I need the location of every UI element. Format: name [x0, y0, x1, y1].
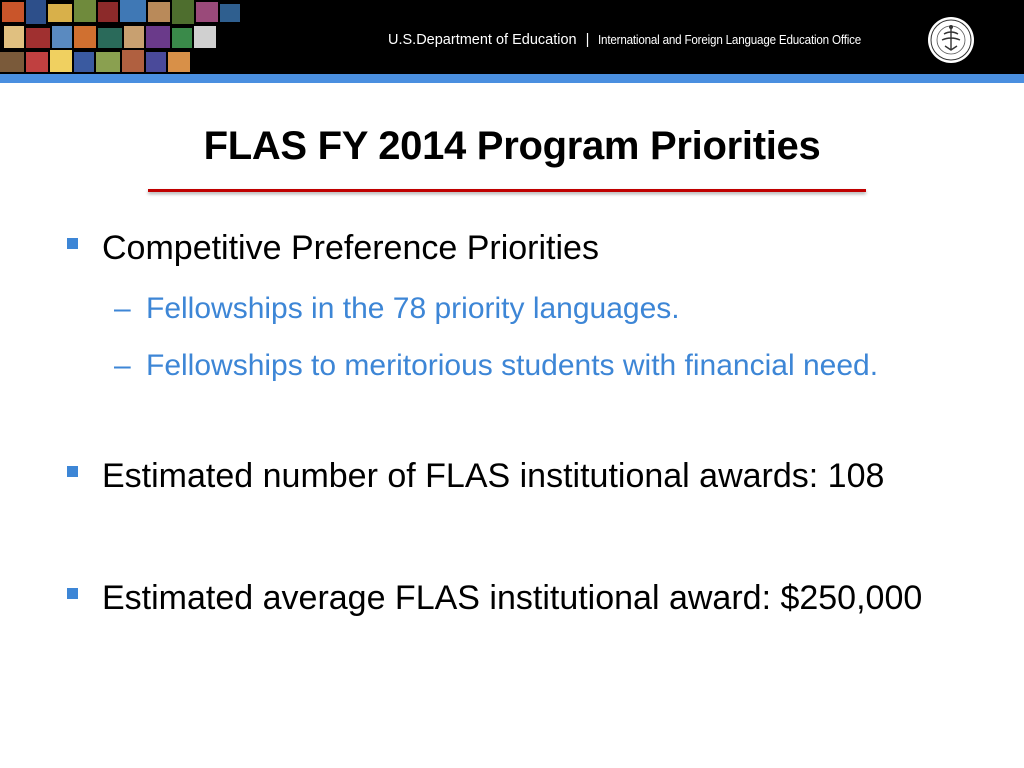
bullet-item: Estimated number of FLAS institutional awards: 108: [102, 457, 885, 495]
bullet-square-icon: [67, 466, 78, 477]
sub-bullet-item: Fellowships in the 78 priority languages.: [146, 292, 680, 325]
department-name: U.S.Department of Education: [388, 32, 577, 48]
office-name: International and Foreign Language Education Office: [598, 33, 862, 47]
sub-bullet-dash: –: [114, 292, 131, 325]
sub-bullet-dash: –: [114, 349, 131, 382]
slide-title: FLAS FY 2014 Program Priorities: [203, 124, 821, 168]
bullet-square-icon: [67, 588, 78, 599]
bullet-square-icon: [67, 238, 78, 249]
sub-bullet-item: Fellowships to meritorious students with financial need.: [146, 349, 879, 382]
bullet-item: Estimated average FLAS institutional award: $250,000: [102, 579, 923, 617]
bullet-item: Competitive Preference Priorities: [102, 229, 599, 267]
banner-separator: |: [585, 32, 590, 48]
